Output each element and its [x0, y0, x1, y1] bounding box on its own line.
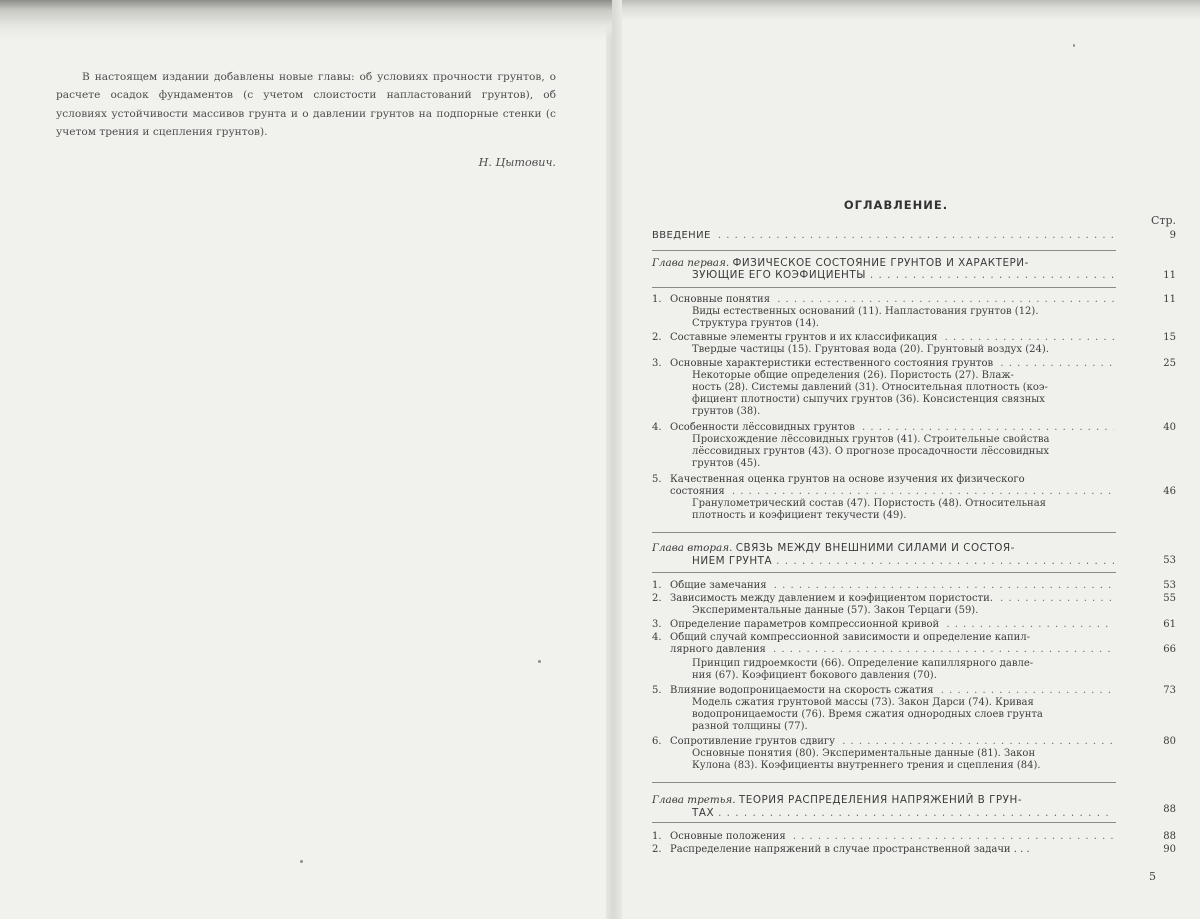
divider [652, 572, 1116, 573]
toc-entry[interactable] [652, 358, 1114, 370]
toc-subtopics: водопроницаемости (76). Время сжатия однородных слоев грунта [692, 709, 1043, 720]
chapter-3-title[interactable] [652, 793, 1114, 807]
toc-entry-number: 4. [652, 422, 662, 433]
toc-subtopics: фициент плотности) сыпучих грунтов (36). Консистенция связных [692, 394, 1045, 405]
toc-entry-number: 6. [652, 736, 662, 747]
toc-entry-title: Общий случай компрессионной зависимости и определение капил- [670, 632, 1031, 643]
toc-entry-number: 3. [652, 619, 662, 630]
toc-subtopics: Кулона (83). Коэфициенты внутреннего трения и сцепления (84). [692, 760, 1041, 771]
toc-entry-number: 1. [652, 580, 662, 591]
divider [652, 250, 1116, 251]
toc-entry[interactable] [652, 736, 1114, 748]
toc-subtopics: разной толщины (77). [692, 721, 808, 732]
book-gutter [606, 0, 622, 919]
chapter-label: Глава вторая. [652, 542, 733, 554]
chapter-2-title-cont: НИЕМ ГРУНТА . . . [692, 554, 1114, 568]
toc-subtopics: Принцип гидроемкости (66). Определение капиллярного давле- [692, 658, 1034, 669]
toc-entry-title: Основные понятия [670, 294, 770, 305]
toc-page-number: 90 [1163, 844, 1176, 855]
toc-page-number: 73 [1163, 685, 1176, 696]
page-column-label: Стр. [1150, 214, 1176, 227]
toc-entry[interactable] [652, 685, 1114, 697]
toc-entry-number: 2. [652, 332, 662, 343]
toc-subtopics: Твердые частицы (15). Грунтовая вода (20). Грунтовый воздух (24). [692, 344, 1049, 355]
toc-entry-title: Распределение напряжений в случае пространственной задачи . . . [670, 844, 1030, 855]
chapter-label: Глава третья. [652, 794, 736, 806]
toc-entry[interactable] [652, 831, 1114, 843]
divider [652, 532, 1116, 533]
divider [652, 822, 1116, 823]
chapter-title: ТЕОРИЯ РАСПРЕДЕЛЕНИЯ НАПРЯЖЕНИЙ В ГРУН- [738, 794, 1023, 806]
scan-shadow-right [622, 0, 1200, 20]
toc-subtopics: Экспериментальные данные (57). Закон Терцаги (59). [692, 605, 979, 616]
toc-page-number: 11 [1163, 270, 1176, 281]
toc-subtopics: ния (67). Коэфициент бокового давления (70). [692, 670, 937, 681]
chapter-title: СВЯЗЬ МЕЖДУ ВНЕШНИМИ СИЛАМИ И СОСТОЯ- [735, 542, 1015, 554]
toc-page-number: 40 [1163, 422, 1176, 433]
toc-entry-title-cont: состояния [670, 486, 725, 497]
toc-entry[interactable] [652, 619, 1114, 631]
toc-entry-number: 2. [652, 593, 662, 604]
toc-entry-title-cont: лярного давления [670, 644, 766, 655]
toc-entry-number: 4. [652, 632, 662, 643]
toc-subtopics: Модель сжатия грунтовой массы (73). Закон Дарси (74). Кривая [692, 697, 1034, 708]
chapter-label: Глава первая. [652, 257, 730, 269]
toc-entry-title: Основные положения [670, 831, 786, 842]
toc-page-number: 46 [1163, 486, 1176, 497]
toc-entry-number: 1. [652, 831, 662, 842]
page-number: 5 [1149, 870, 1156, 883]
toc-subtopics: плотность и коэфициент текучести (49). [692, 510, 907, 521]
toc-entry-title: Общие замечания [670, 580, 767, 591]
toc-subtopics: грунтов (38). [692, 406, 761, 417]
toc-subtopics: Некоторые общие определения (26). Пористость (27). Влаж- [692, 370, 1014, 381]
toc-subtopics: Гранулометрический состав (47). Пористость (48). Относительная [692, 498, 1046, 509]
toc-entry-cont [670, 486, 1114, 498]
toc-entry-number: 2. [652, 844, 662, 855]
toc-page-number: 11 [1163, 294, 1176, 305]
toc-page-number: 53 [1163, 580, 1176, 591]
toc-entry-title: Составные элементы грунтов и их классификация [670, 332, 938, 343]
toc-entry-title: Качественная оценка грунтов на основе изучения их физического [670, 474, 1025, 485]
toc-subtopics: Основные понятия (80). Экспериментальные данные (81). Закон [692, 748, 1036, 759]
toc-subtopics: грунтов (45). [692, 458, 761, 469]
toc-entry-title: Влияние водопроницаемости на скорость сжатия [670, 685, 934, 696]
toc-entry-number: 5. [652, 685, 662, 696]
scan-speck [1073, 44, 1075, 47]
toc-entry[interactable] [652, 580, 1114, 592]
toc-page-number: 88 [1163, 831, 1176, 842]
chapter-1-title-cont: ЗУЮЩИЕ ЕГО КОЭФИЦИЕНТЫ . . . [692, 268, 1114, 282]
toc-entry-title: Основные характеристики естественного состояния грунтов [670, 358, 994, 369]
toc-entry[interactable] [652, 593, 1114, 605]
toc-entry[interactable] [652, 844, 1114, 856]
toc-entry-title: Сопротивление грунтов сдвигу [670, 736, 836, 747]
toc-entry-title: Зависимость между давлением и коэфициентом пористости. [670, 593, 993, 604]
scan-speck [538, 660, 541, 663]
toc-entry[interactable] [652, 294, 1114, 306]
toc-entry-number: 1. [652, 294, 662, 305]
toc-entry-title: ВВЕДЕНИЕ [652, 230, 711, 241]
toc-subtopics: лёссовидных грунтов (43). О прогнозе просадочности лёссовидных [692, 446, 1050, 457]
toc-entry[interactable] [652, 474, 1114, 486]
toc-subtopics: ность (28). Системы давлений (31). Относительная плотность (коэ- [692, 382, 1048, 393]
chapter-2-title[interactable] [652, 541, 1114, 555]
toc-entry-title: Особенности лёссовидных грунтов [670, 422, 855, 433]
toc-page-number: 55 [1163, 593, 1176, 604]
toc-entry-introduction[interactable] [652, 230, 1114, 242]
toc-entry-number: 5. [652, 474, 662, 485]
toc-page-number: 80 [1163, 736, 1176, 747]
divider [652, 782, 1116, 783]
toc-entry-cont [670, 644, 1114, 656]
toc-page-number: 53 [1163, 555, 1176, 566]
author-signature: Н. Цытович. [478, 156, 556, 169]
divider [652, 287, 1116, 288]
chapter-title: ФИЗИЧЕСКОЕ СОСТОЯНИЕ ГРУНТОВ И ХАРАКТЕРИ- [732, 257, 1029, 269]
toc-entry[interactable] [652, 422, 1114, 434]
toc-page-number: 15 [1163, 332, 1176, 343]
toc-page-number: 9 [1169, 230, 1176, 241]
toc-subtopics: Происхождение лёссовидных грунтов (41). Строительные свойства [692, 434, 1050, 445]
toc-page-number: 25 [1163, 358, 1176, 369]
contents-heading: ОГЛАВЛЕНИЕ. [843, 198, 949, 212]
toc-entry-title: Определение параметров компрессионной кривой [670, 619, 940, 630]
toc-entry[interactable] [652, 632, 1114, 644]
toc-entry[interactable] [652, 332, 1114, 344]
toc-subtopics: Виды естественных оснований (11). Напластования грунтов (12). [692, 306, 1039, 317]
toc-page-number: 61 [1163, 619, 1176, 630]
preface-note: В настоящем издании добавлены новые главы: об условиях прочности грунтов, о расчете осадок фундаментов (с учетом слоистости напластований грунтов), об условиях устойчивости массивов грунта и о давлении грунтов на подпорные стенки (с учетом трения и сцепления грунтов). [56, 71, 556, 139]
scan-speck [300, 860, 303, 863]
toc-subtopics: Структура грунтов (14). [692, 318, 819, 329]
toc-page-number: 66 [1163, 644, 1176, 655]
toc-page-number: 88 [1163, 804, 1176, 815]
toc-entry-number: 3. [652, 358, 662, 369]
scan-shadow-left [0, 0, 612, 40]
chapter-3-title-cont: ТАХ . . . [692, 806, 1114, 820]
